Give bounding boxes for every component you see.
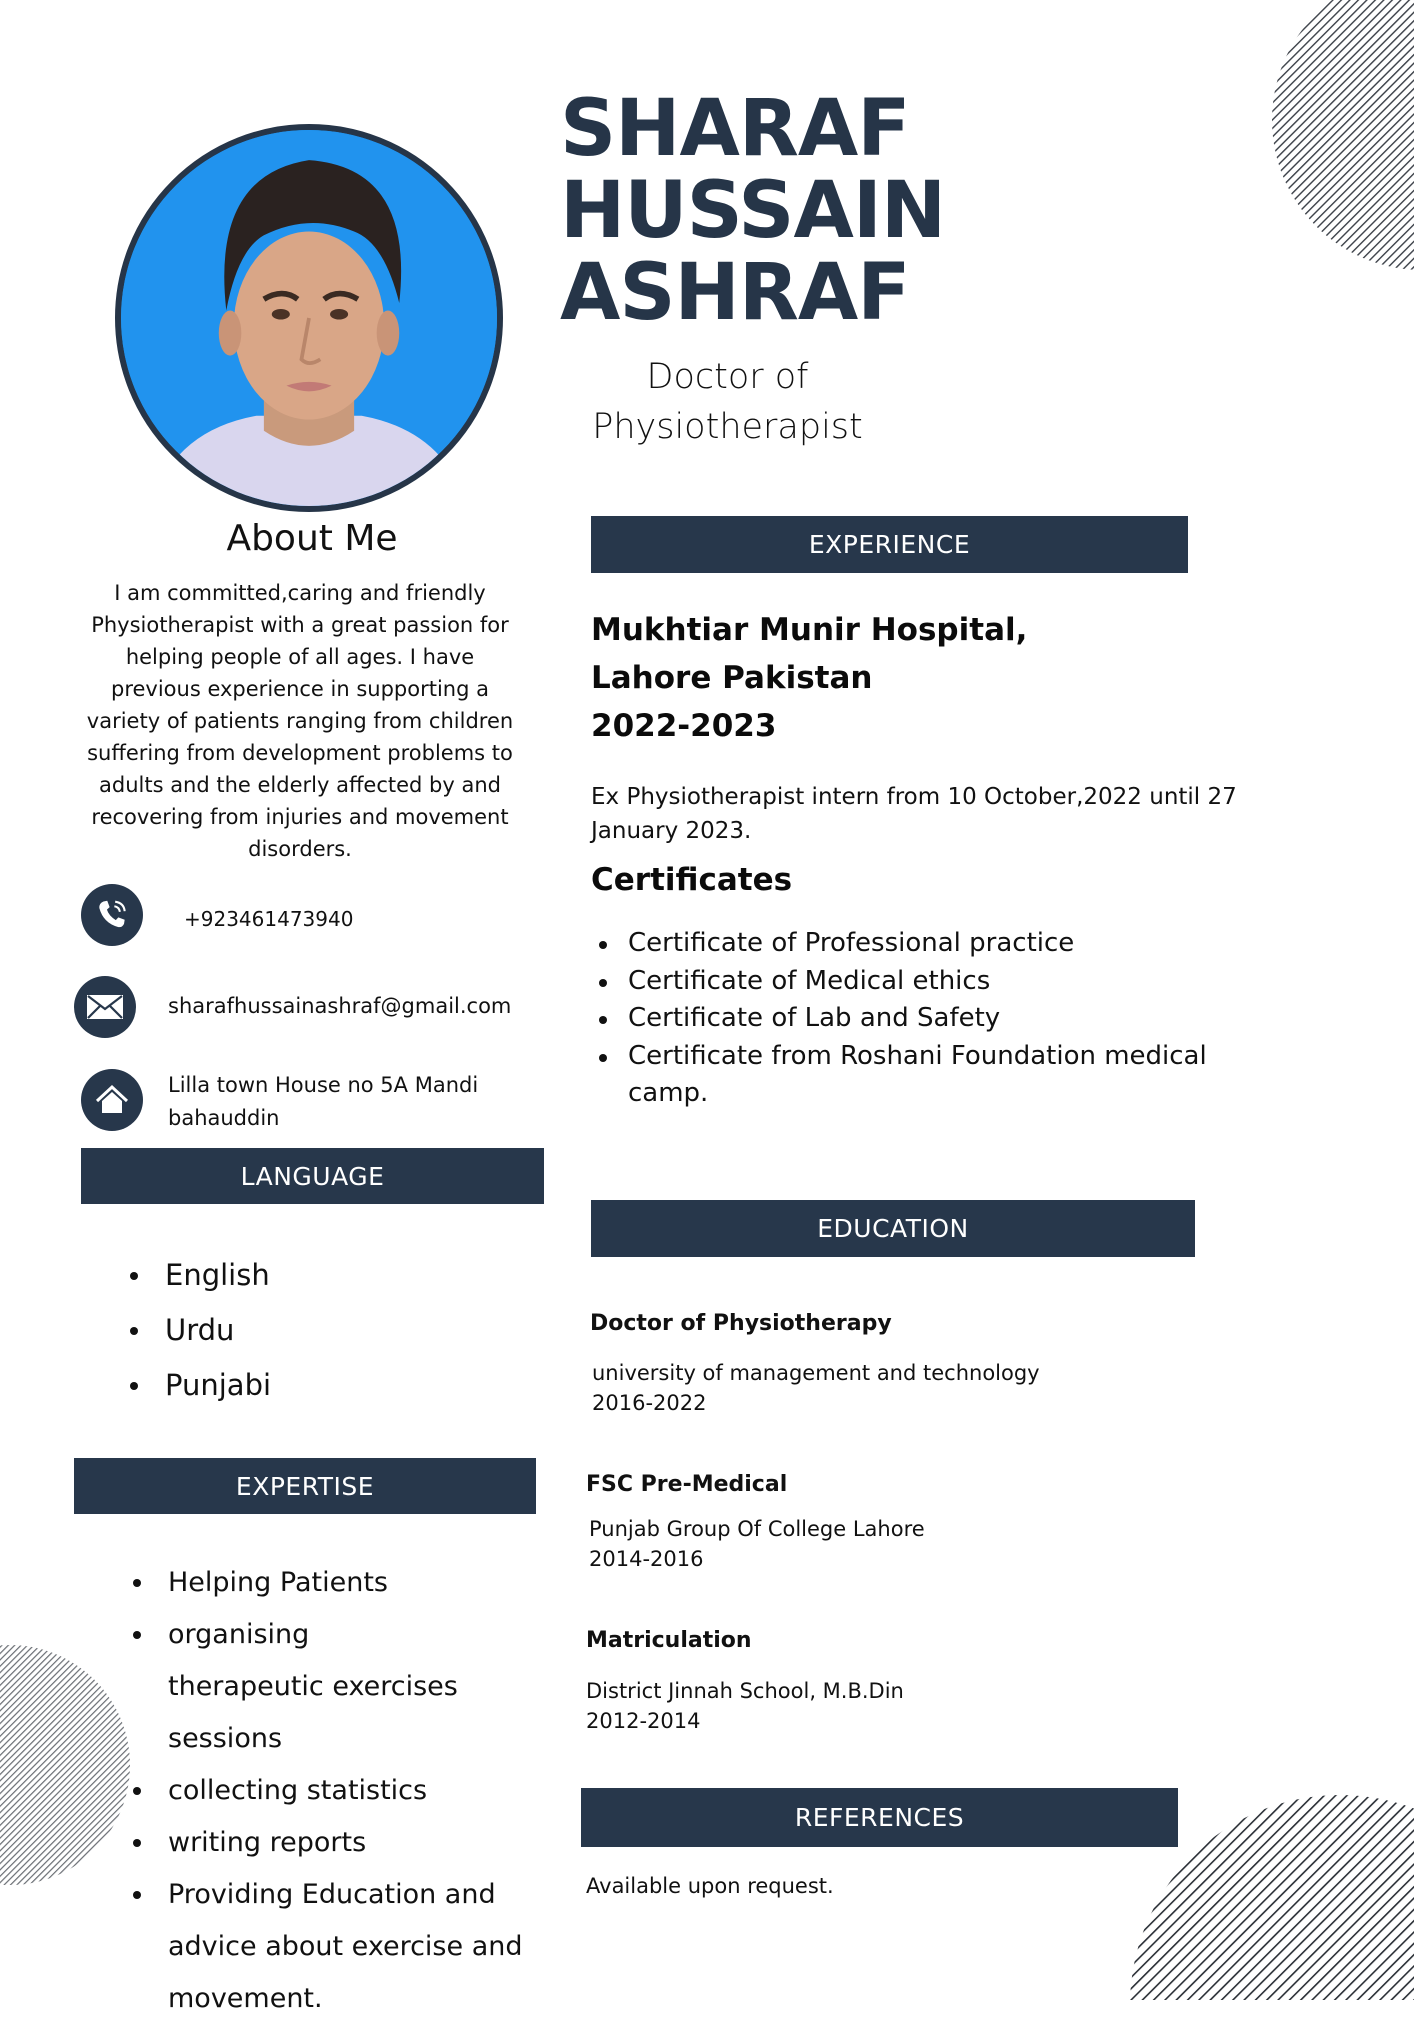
name-line-first: SHARAF [560,84,910,174]
language-list [128,1248,271,1413]
home-address: Lilla town House no 5A Mandi bahauddin [168,1073,479,1130]
references-section-header: REFERENCES [581,1788,1178,1847]
profile-photo [115,124,503,512]
expertise-item: writing reports [131,1817,551,1869]
education-degree: Matriculation [586,1628,752,1653]
experience-employer: Mukhtiar Munir Hospital, [591,612,1028,648]
language-item: Punjabi [128,1358,271,1413]
certificate-item: Certificate of Lab and Safety [591,1000,1271,1038]
education-entry-details [586,1676,904,1736]
education-section-header: EDUCATION [591,1200,1195,1257]
phone-number[interactable]: +923461473940 [184,907,354,931]
expertise-item: collecting statistics [131,1765,551,1817]
language-item: Urdu [128,1303,271,1358]
education-institution: Punjab Group Of College Lahore [589,1517,925,1541]
experience-description: Ex Physiotherapist intern from 10 October,2022 until 27 January 2023. [591,784,1237,844]
certificate-item: Certificate from Roshani Foundation medical camp. [591,1038,1241,1113]
education-years: 2016-2022 [592,1391,707,1415]
education-degree: FSC Pre-Medical [586,1472,788,1497]
expertise-item: organising therapeutic exercises sessions [131,1609,471,1765]
education-entry-details [589,1514,925,1574]
job-title-line-1: Doctor of [646,357,809,397]
mail-icon [74,976,136,1038]
name-line-middle: HUSSAIN [560,166,946,256]
language-item: English [128,1248,271,1303]
language-section-header: LANGUAGE [81,1148,544,1204]
candidate-name [560,84,946,338]
experience-section-header: EXPERIENCE [591,516,1188,573]
phone-icon [81,884,143,946]
education-degree: Doctor of Physiotherapy [590,1311,892,1336]
experience-location: Lahore Pakistan [591,660,873,696]
education-entry-details [592,1358,1040,1418]
job-title-line-2: Physiotherapist [592,407,863,447]
decorative-hatched-circle-top-right [1264,0,1414,280]
education-institution: District Jinnah School, M.B.Din [586,1679,904,1703]
education-years: 2014-2016 [589,1547,704,1571]
job-title [560,352,895,452]
certificates-heading: Certificates [591,862,793,898]
expertise-list [131,1557,551,2025]
experience-years: 2022-2023 [591,708,777,744]
envelope-glyph [85,992,125,1022]
phone-glyph [93,896,131,934]
expertise-item: Providing Education and advice about exercise and movement. [131,1869,531,2025]
profile-photo-illustration [121,130,497,506]
certificate-item: Certificate of Medical ethics [591,963,1271,1001]
education-years: 2012-2014 [586,1709,701,1733]
references-text: Available upon request. [586,1874,834,1898]
certificate-item: Certificate of Professional practice [591,925,1271,963]
education-institution: university of management and technology [592,1361,1040,1385]
expertise-section-header: EXPERTISE [74,1458,536,1514]
about-heading: About Me [226,518,398,559]
expertise-item: Helping Patients [131,1557,551,1609]
experience-title [591,606,1027,750]
name-line-last: ASHRAF [560,248,910,338]
about-text: I am committed,caring and friendly Physiotherapist with a great passion for helping people of all ages. I have previous experience in supporting a variety of patients ranging from children suffering from development problems to adults and the elderly affected by and recovering from injuries and movement disorders. [86,581,514,861]
email-address[interactable]: sharafhussainashraf@gmail.com [168,994,512,1018]
decorative-hatched-circle-bottom-left [0,1640,135,1890]
house-glyph [94,1082,130,1118]
home-icon [81,1069,143,1131]
certificates-list [591,925,1271,1113]
